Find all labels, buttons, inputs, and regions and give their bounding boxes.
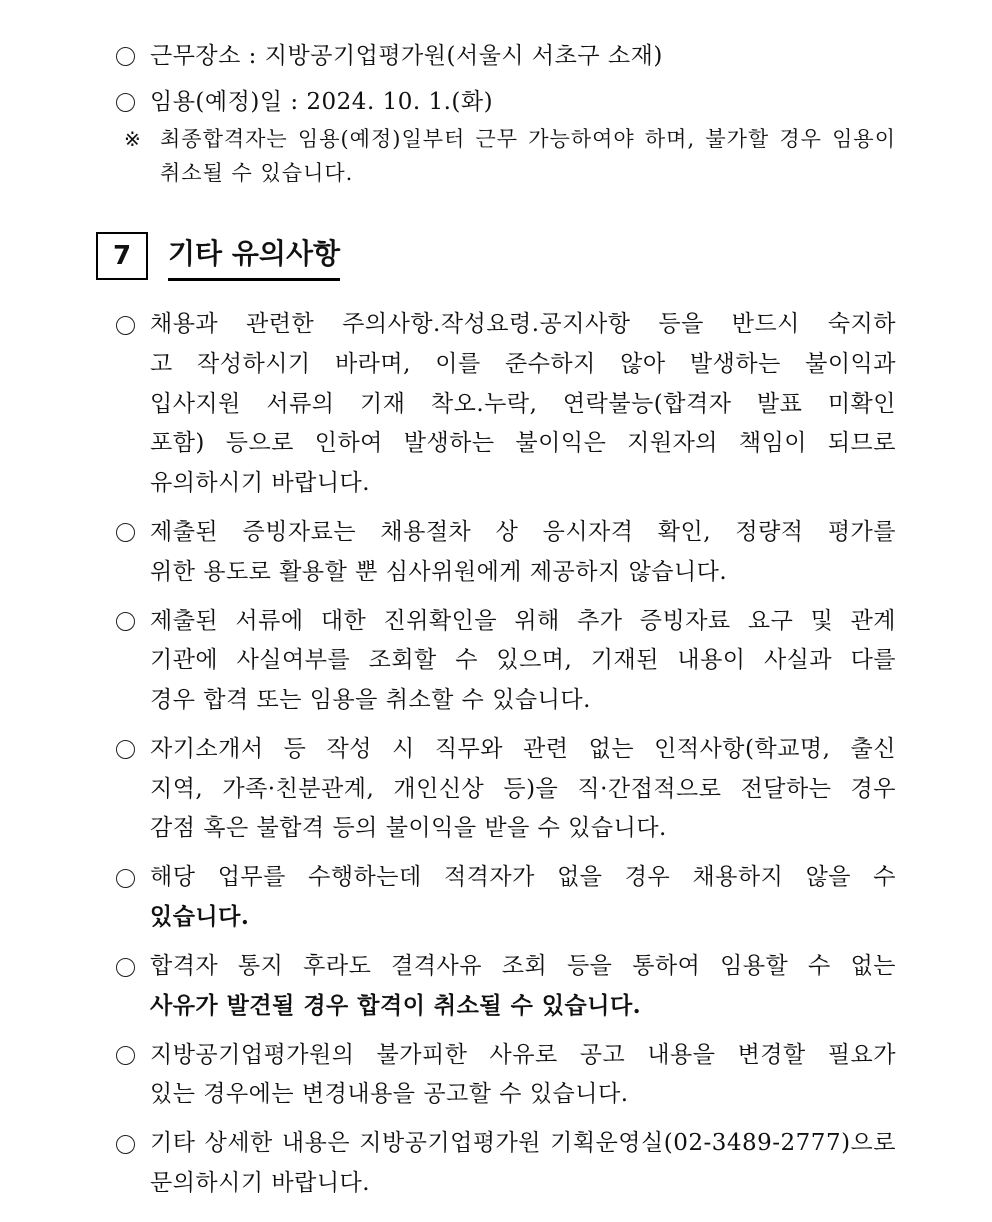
appointment-date-text: 임용(예정)일 : 2024. 10. 1.(화) xyxy=(150,89,494,115)
workplace-text: 근무장소 : 지방공기업평가원(서울시 서초구 소재) xyxy=(150,43,663,69)
circle-bullet-icon xyxy=(116,1135,135,1154)
section-number: 7 xyxy=(96,232,148,280)
item-line: 입사지원 서류의 기재 착오.누락, 연락불능(합격자 발표 미확인 xyxy=(150,391,896,417)
item-line: 합격자 통지 후라도 결격사유 조회 등을 통하여 임용할 수 없는 xyxy=(150,953,896,979)
circle-bullet-icon xyxy=(116,869,135,888)
reference-mark-icon: ※ xyxy=(124,127,141,151)
item-line: 지방공기업평가원의 불가피한 사유로 공고 내용을 변경할 필요가 xyxy=(150,1042,896,1068)
note-line: 최종합격자는 임용(예정)일부터 근무 가능하여야 하며, 불가할 경우 임용이 xyxy=(160,127,896,151)
circle-bullet-icon xyxy=(116,958,135,977)
item-line: 제출된 서류에 대한 진위확인을 위해 추가 증빙자료 요구 및 관계 xyxy=(150,608,896,634)
item-line: 경우 합격 또는 임용을 취소할 수 있습니다. xyxy=(150,687,591,713)
circle-bullet-icon xyxy=(116,612,135,631)
item-line: 있습니다. xyxy=(150,903,250,930)
item-line: 문의하시기 바랍니다. xyxy=(150,1170,371,1196)
note-line: 취소될 수 있습니다. xyxy=(160,161,354,185)
item-line: 감점 혹은 불합격 등의 불이익을 받을 수 있습니다. xyxy=(150,815,667,841)
item-line: 지역, 가족·친분관계, 개인신상 등)을 직·간접적으로 전달하는 경우 xyxy=(150,776,896,802)
circle-bullet-icon xyxy=(116,93,135,112)
circle-bullet-icon xyxy=(116,740,135,759)
item-line: 해당 업무를 수행하는데 적격자가 없을 경우 채용하지 않을 수 xyxy=(150,864,896,890)
item-line: 위한 용도로 활용할 뿐 심사위원에게 제공하지 않습니다. xyxy=(150,559,728,585)
item-line: 포함) 등으로 인하여 발생하는 불이익은 지원자의 책임이 되므로 xyxy=(150,430,896,456)
item-line: 제출된 증빙자료는 채용절차 상 응시자격 확인, 정량적 평가를 xyxy=(150,519,896,545)
item-line: 유의하시기 바랍니다. xyxy=(150,470,371,496)
item-line: 채용과 관련한 주의사항.작성요령.공지사항 등을 반드시 숙지하 xyxy=(150,311,896,337)
circle-bullet-icon xyxy=(116,1046,135,1065)
circle-bullet-icon xyxy=(116,523,135,542)
item-line: 기관에 사실여부를 조회할 수 있으며, 기재된 내용이 사실과 다를 xyxy=(150,647,896,673)
circle-bullet-icon xyxy=(116,316,135,335)
section-title: 기타 유의사항 xyxy=(168,232,340,281)
item-line: 사유가 발견될 경우 합격이 취소될 수 있습니다. xyxy=(150,992,642,1019)
item-line: 기타 상세한 내용은 지방공기업평가원 기획운영실(02-3489-2777)으로 xyxy=(150,1130,896,1156)
item-line: 있는 경우에는 변경내용을 공고할 수 있습니다. xyxy=(150,1081,629,1107)
item-line: 고 작성하시기 바라며, 이를 준수하지 않아 발생하는 불이익과 xyxy=(150,351,896,377)
circle-bullet-icon xyxy=(116,47,135,66)
item-line: 자기소개서 등 작성 시 직무와 관련 없는 인적사항(학교명, 출신 xyxy=(150,736,896,762)
